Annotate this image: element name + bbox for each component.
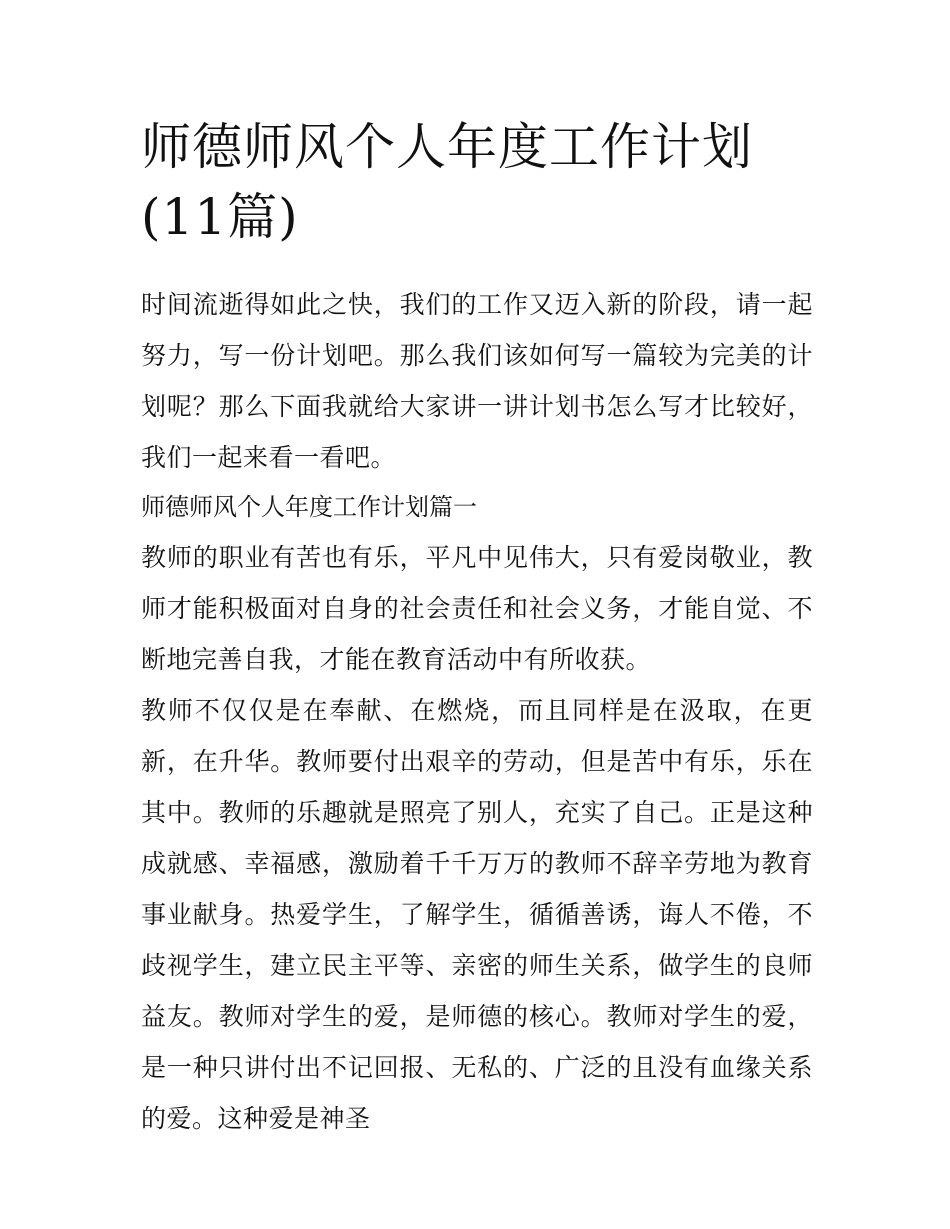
body-paragraph: 教师不仅仅是在奉献、在燃烧，而且同样是在汲取，在更新，在升华。教师要付出艰辛的劳动，但是苦中有乐，乐在其中。教师的乐趣就是照亮了别人，充实了自己。正是这种成就感、幸福感，激励着千千万万的教师不辞辛劳地为教育事业献身。热爱学生，了解学生，循循善诱，诲人不倦，不歧视学生，建立民主平等、亲密的师生关系，做学生的良师益友。教师对学生的爱，是师德的核心。教师对学生的爱，是一种只讲付出不记回报、无私的、广泛的且没有血缘关系的爱。这种爱是神圣 bbox=[141, 696, 813, 1133]
document-title: 师德师风个人年度工作计划(11篇) bbox=[141, 118, 753, 246]
document-content bbox=[141, 112, 813, 1144]
body-paragraph: 教师的职业有苦也有乐，平凡中见伟大，只有爱岗敬业，教师才能积极面对自身的社会责任和社会义务，才能自觉、不断地完善自我，才能在教育活动中有所收获。 bbox=[141, 543, 813, 674]
document-body bbox=[141, 279, 813, 1144]
section-heading: 师德师风个人年度工作计划篇一 bbox=[141, 493, 477, 521]
intro-paragraph: 时间流逝得如此之快，我们的工作又迈入新的阶段，请一起努力，写一份计划吧。那么我们该如何写一篇较为完美的计划呢？那么下面我就给大家讲一讲计划书怎么写才比较好，我们一起来看一看吧。 bbox=[141, 290, 813, 472]
